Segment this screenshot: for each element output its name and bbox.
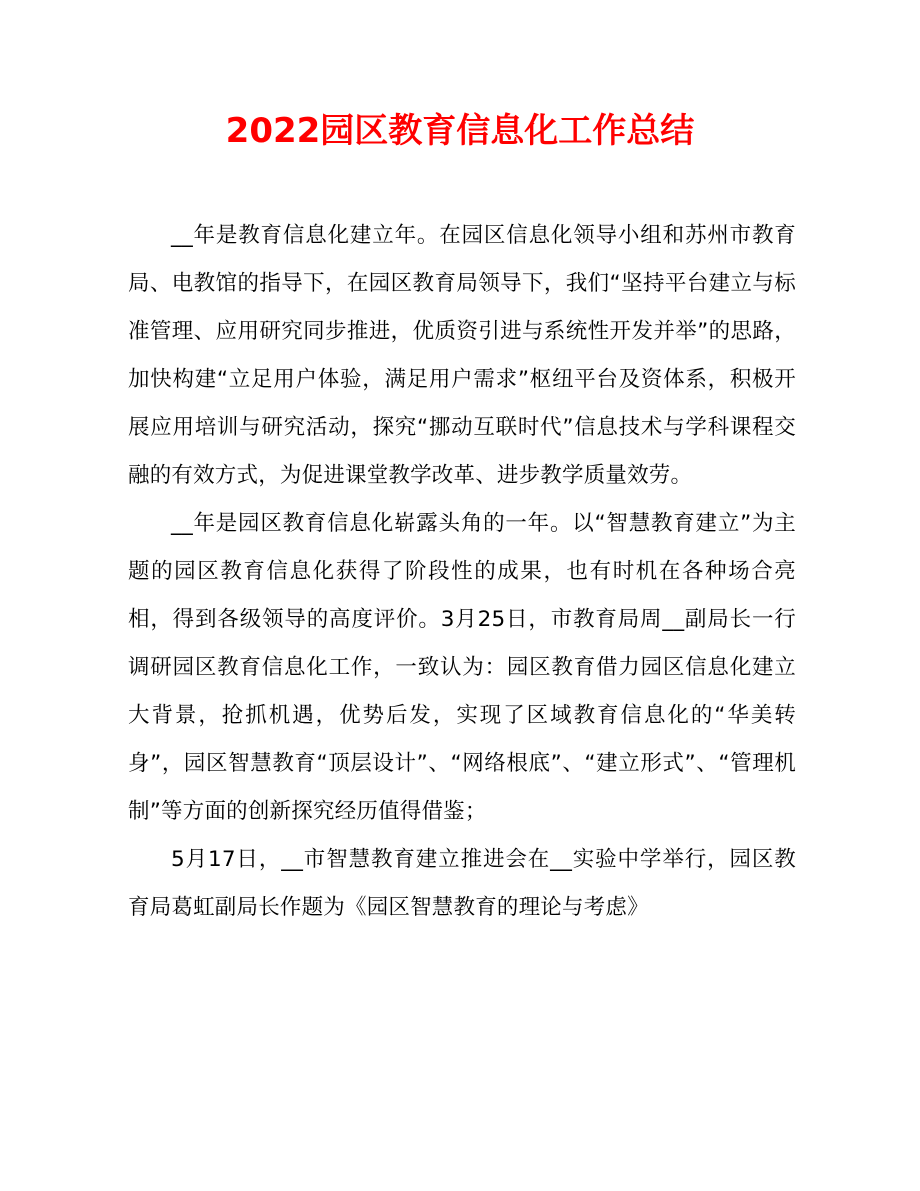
paragraph: __年是教育信息化建立年。在园区信息化领导小组和苏州市教育局、电教馆的指导下，在园区教育局领导下，我们“坚持平台建立与标准管理、应用研究同步推进，优质资引进与系统性开发并举”的思路，加快构建“立足用户体验，满足用户需求”枢纽平台及资体系，积极开展应用培训与研究活动，探究“挪动互联时代”信息技术与学科课程交融的有效方式，为促进课堂教学改革、进步教学质量效劳。 [128, 223, 796, 488]
page-title: 2022园区教育信息化工作总结 [225, 111, 695, 151]
document-body [128, 212, 796, 932]
paragraph: __年是园区教育信息化崭露头角的一年。以“智慧教育建立”为主题的园区教育信息化获得了阶段性的成果，也有时机在各种场合亮相，得到各级领导的高度评价。3月25日，市教育局周__副局长一行调研园区教育信息化工作，一致认为：园区教育借力园区信息化建立大背景，抢抓机遇，优势后发，实现了区域教育信息化的“华美转身”，园区智慧教育“顶层设计”、“网络根底”、“建立形式”、“管理机制”等方面的创新探究经历值得借鉴； [128, 511, 796, 824]
paragraph: 5月17日，__市智慧教育建立推进会在__实验中学举行，园区教育局葛虹副局长作题为《园区智慧教育的理论与考虑》 [128, 847, 796, 920]
